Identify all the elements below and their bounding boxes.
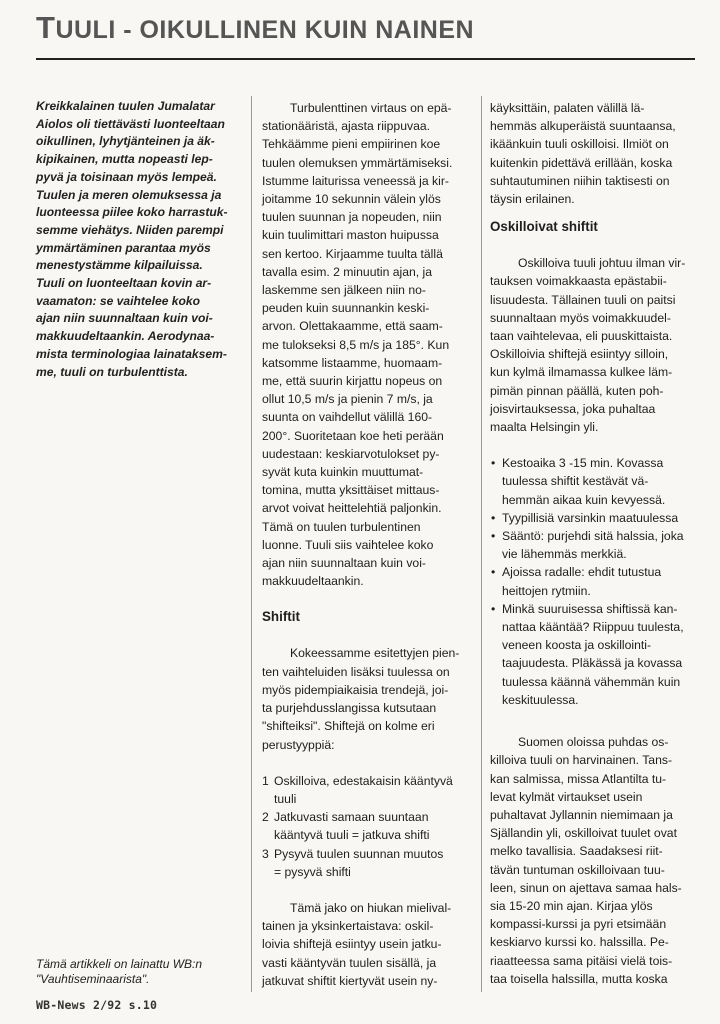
bullet-item: • Sääntö: purjehdi sitä halssia, joka vie lähemmäs merkkiä. — [491, 529, 684, 562]
spacer — [490, 709, 695, 733]
list-item: 1 Oskilloiva, edestakaisin kääntyvä tuuli — [262, 773, 453, 806]
spacer — [490, 436, 695, 454]
shift-types-list — [262, 772, 466, 881]
title-underline — [36, 58, 695, 60]
spacer — [490, 208, 695, 218]
title-rest: UULI - OIKULLINEN KUIN NAINEN — [55, 16, 475, 44]
bullet-item: • Minkä suuruisessa shiftissä kan- nattaa kääntää? Riippuu tuulesta, veneen koosta ja oskillointi- taajuudesta. Pläkässä ja kovassa tuulessa käännä vähemmän kuin keskituulessa. — [491, 601, 684, 707]
title-initial: T — [36, 10, 56, 45]
bullet-item: • Kestoaika 3 -15 min. Kovassa tuulessa shiftit kestävät vä- hemmän aikaa kuin kevyessä. — [491, 456, 666, 507]
col3-paragraph-3: Suomen oloissa puhdas os- killoiva tuuli on harvinainen. Tans- kan salmissa, missa Atlantilta tu- levat kylmät virtaukset usein puhaltavat Jyllannin niemimaan ja Själlandin yli, oskilloivat tuulet ovat melko tavallisia. Saadaksesi riit- tävän tuntuman oskilloivaan tuu- leen, sinun on ajettava samaa hals- sia 15-20 min ajan. Kirjaa ylös kompassi-kurssi ja pyri etsimään keskiarvo kurssi ko. halssilla. Pe- riaatteessa sama pitäisi vielä tois- taa toisella halssilla, mutta koska — [490, 735, 682, 986]
page-footer: WB-News 2/92 s.10 — [36, 998, 158, 1012]
col3-paragraph-1: käyksittäin, palaten välillä lä- hemmäs alkuperäistä suuntaansa, ikäänkuin tuuli oskilloisi. Ilmiöt on kuitenkin pidettävä erillään, koska suhtautuminen niihin taktisesti on täysin erilainen. — [490, 101, 676, 207]
spacer — [262, 590, 466, 608]
spacer — [490, 236, 695, 254]
column-3 — [490, 99, 695, 988]
col2-paragraph-1: Turbulenttinen virtaus on epä- stationääristä, ajasta riippuvaa. Tehkäämme pieni empiirinen koe tuulen olemuksen ymmärtämiseksi. Istumme laiturissa veneessä ja kir- joitamme 10 sekunnin välein ylös tuulen suunnan ja nopeuden, niin kuin tuulimittari maston huipussa sen kertoo. Kirjaamme tuulta tällä tavalla esim. 2 minuutin ajan, ja laskemme sen jälkeen niin no- peuden kuin suunnankin keski- arvon. Olettakaamme, että saam- me tulokseksi 8,5 m/s ja 185°. Kun katsomme listaamme, huomaam- me, että suurin kirjattu nopeus on ollut 10,5 m/s ja pienin 7 m/s, ja suunta on vaihdellut välillä 160- 200°. Suoritetaan koe heti perään uudestaan: keskiarvotulokset py- syvät kuta kuinkin muuttumat- tomina, mutta yksittäiset mittaus- arvot voivat heittelehtiä paljonkin. Tämä on tuulen turbulentinen luonne. Tuuli siis vaihtelee koko ajan niin suunnaltaan kuin voi- makkuudeltaankin. — [262, 101, 453, 589]
article-title — [36, 12, 474, 43]
lead-paragraph: Kreikkalainen tuulen Jumalatar Aiolos oli tiettävästi luonteeltaan oikullinen, lyhytjänteinen ja äk- kipikainen, mutta nopeasti lep- pyvä ja toisinaan myös lempeä. Tuulen ja meren olemuksessa ja luonteessa piilee koko harrastuk- semme viehätys. Niiden parempi ymmärtäminen parantaa myös menestystämme kilpailuissa. Tuuli on luonteeltaan kovin ar- vaamaton: se vaihtelee koko ajan niin suunnaltaan kuin voi- makkuudeltaankin. Aerodynaa- mista terminologiaa lainataksem- me, tuuli on turbulenttista. — [36, 99, 228, 379]
bullet-item: • Tyypillisiä varsinkin maatuulessa — [491, 510, 679, 525]
col2-paragraph-2: Kokeessamme esitettyjen pien- ten vaihteluiden lisäksi tuulessa on myös pidempiaikaisia trendejä, joi- ta purjehdusslangissa kutsutaan "shifteiksi". Shiftejä on kolme eri perustyyppiä: — [262, 646, 460, 752]
source-note: Tämä artikkeli on lainattu WB:n "Vauhtiseminaarista". — [36, 957, 203, 986]
bullet-item: • Ajoissa radalle: ehdit tutustua heittojen rytmiin. — [491, 565, 662, 598]
column-2 — [262, 99, 466, 990]
column-divider-left — [251, 96, 252, 992]
col3-paragraph-2: Oskilloiva tuuli johtuu ilman vir- tauksen voimakkaasta epästabii- lisuudesta. Tällainen tuuli on paitsi suunnaltaan myös voimakkuudel- taan vaihtelevaa, eli puuskittaista. Oskilloivia shiftejä esiintyy silloin, kun kylmä ilmamassa kulkee läm- pimän pinnan päällä, kuten poh- joisvirtauksessa, joka puhaltaa maalta Helsingin yli. — [490, 256, 686, 435]
column-divider-right — [481, 96, 482, 992]
oscillating-shift-bullets — [490, 454, 695, 709]
spacer — [262, 881, 466, 899]
heading-oskilloivat-shiftit: Oskilloivat shiftit — [490, 219, 598, 235]
list-item: 3 Pysyvä tuulen suunnan muutos = pysyvä shifti — [262, 846, 444, 879]
spacer — [262, 626, 466, 644]
list-item: 2 Jatkuvasti samaan suuntaan kääntyvä tuuli = jatkuva shifti — [262, 810, 430, 843]
spacer — [262, 754, 466, 772]
heading-shiftit: Shiftit — [262, 609, 300, 625]
col2-paragraph-3: Tämä jako on hiukan mielival- tainen ja yksinkertaistava: oskil- loivia shiftejä esiintyy usein jatku- vasti kääntyvän tuulen sisällä, ja jatkuvat shiftit kiertyvät usein ny- — [262, 900, 452, 988]
